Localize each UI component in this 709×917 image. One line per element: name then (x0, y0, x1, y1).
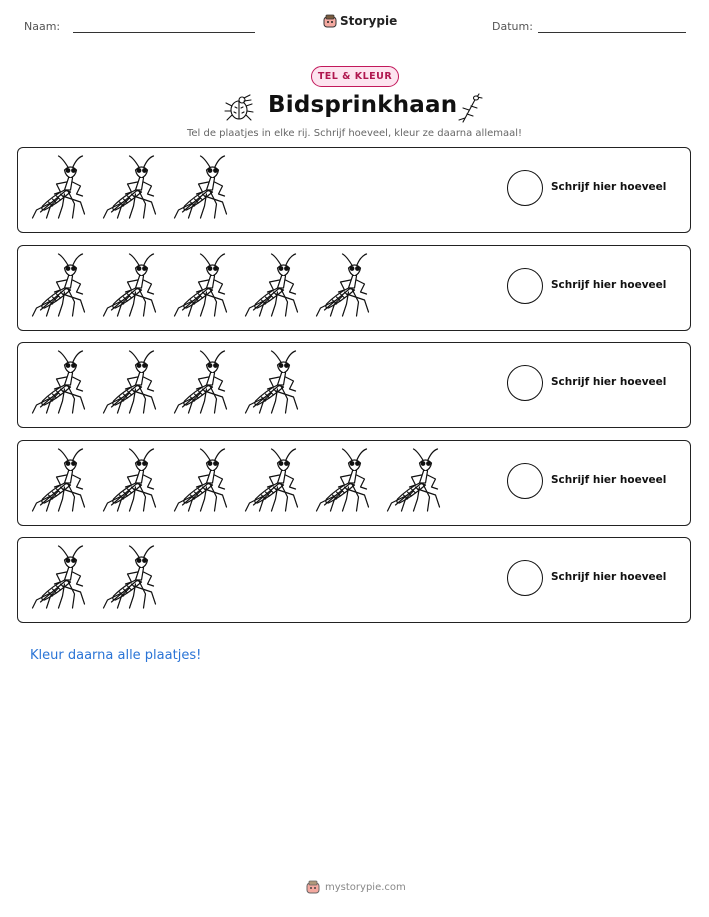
beetle-icon (224, 94, 254, 122)
answer-label: Schrijf hier hoeveel (551, 181, 667, 193)
storypie-mascot-icon (306, 880, 320, 894)
praying-mantis-icon[interactable] (170, 252, 231, 318)
praying-mantis-icon[interactable] (99, 349, 160, 415)
praying-mantis-icon[interactable] (99, 544, 160, 610)
praying-mantis-icon[interactable] (99, 154, 160, 220)
brand (323, 14, 397, 28)
instructions: Tel de plaatjes in elke rij. Schrijf hoeveel, kleur ze daarna allemaal! (186, 128, 523, 139)
answer-label: Schrijf hier hoeveel (551, 376, 667, 388)
mantis-group (28, 349, 302, 415)
page-title: Bidsprinkhaan (268, 92, 458, 118)
praying-mantis-icon[interactable] (99, 447, 160, 513)
stick-insect-icon (457, 92, 483, 124)
praying-mantis-icon[interactable] (241, 349, 302, 415)
praying-mantis-icon[interactable] (170, 447, 231, 513)
praying-mantis-icon[interactable] (383, 447, 444, 513)
answer-circle[interactable] (507, 463, 543, 499)
answer-label: Schrijf hier hoeveel (551, 474, 667, 486)
praying-mantis-icon[interactable] (170, 349, 231, 415)
answer-circle[interactable] (507, 170, 543, 206)
counting-row (17, 342, 691, 428)
answer-circle[interactable] (507, 365, 543, 401)
praying-mantis-icon[interactable] (28, 154, 89, 220)
praying-mantis-icon[interactable] (28, 544, 89, 610)
praying-mantis-icon[interactable] (28, 447, 89, 513)
praying-mantis-icon[interactable] (99, 252, 160, 318)
counting-row (17, 537, 691, 623)
footer-site: mystorypie.com (325, 881, 406, 893)
name-line[interactable] (73, 32, 255, 33)
name-label: Naam: (24, 20, 61, 33)
mantis-group (28, 544, 160, 610)
answer-circle[interactable] (507, 560, 543, 596)
answer-circle[interactable] (507, 268, 543, 304)
praying-mantis-icon[interactable] (241, 447, 302, 513)
counting-row (17, 147, 691, 233)
footer-brand (306, 880, 406, 894)
brand-name: Storypie (340, 14, 398, 28)
praying-mantis-icon[interactable] (241, 252, 302, 318)
counting-row (17, 245, 691, 331)
title-row (0, 90, 709, 126)
answer-label: Schrijf hier hoeveel (551, 571, 667, 583)
praying-mantis-icon[interactable] (28, 252, 89, 318)
praying-mantis-icon[interactable] (28, 349, 89, 415)
date-line[interactable] (538, 32, 686, 33)
footer-note: Kleur daarna alle plaatjes! (30, 648, 202, 663)
mantis-group (28, 447, 444, 513)
mantis-group (28, 252, 373, 318)
category-badge: TEL & KLEUR (311, 66, 399, 87)
date-label: Datum: (492, 20, 533, 33)
answer-label: Schrijf hier hoeveel (551, 279, 667, 291)
praying-mantis-icon[interactable] (170, 154, 231, 220)
praying-mantis-icon[interactable] (312, 252, 373, 318)
storypie-mascot-icon (323, 14, 337, 28)
praying-mantis-icon[interactable] (312, 447, 373, 513)
counting-row (17, 440, 691, 526)
mantis-group (28, 154, 231, 220)
